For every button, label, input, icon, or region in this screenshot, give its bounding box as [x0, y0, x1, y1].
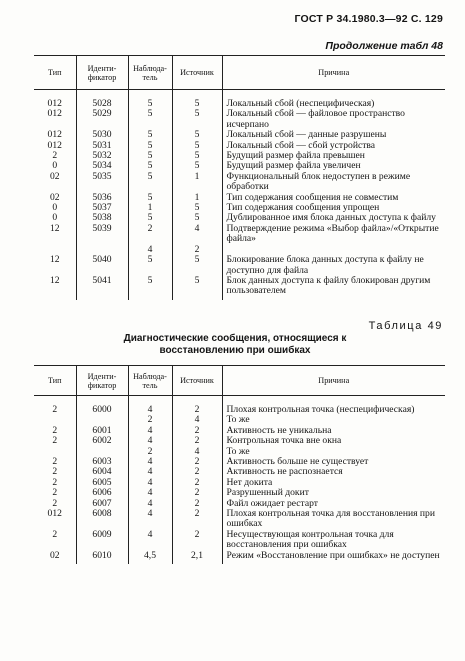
table-row [34, 530, 445, 551]
col-header-identifier: Иденти-фикатор [76, 366, 128, 396]
table-row [34, 224, 445, 245]
cell-type: 012 [47, 139, 62, 151]
cell-type: 02 [49, 170, 60, 182]
cell-source: 2 [172, 530, 222, 551]
cell-type: 2 [52, 404, 58, 415]
cell-observer: 2 [128, 447, 172, 457]
cell-reason: Тип содержания сообщения не совместим [222, 193, 445, 203]
cell-reason: Будущий размер файла увеличен [222, 161, 445, 171]
cell-observer: 4,5 [128, 551, 172, 564]
cell-reason: Режим «Восстановление при ошибках» не доступен [222, 551, 445, 564]
cell-source: 2 [172, 499, 222, 509]
cell-identifier: 5038 [76, 213, 128, 223]
table-continuation-note: Продолжение табл 48 [325, 40, 443, 52]
cell-observer: 4 [128, 426, 172, 436]
col-header-source: Источник [172, 56, 222, 90]
cell-source: 2 [172, 488, 222, 498]
col-header-type: Тип [34, 56, 76, 90]
cell-observer: 5 [128, 161, 172, 171]
cell-observer: 4 [128, 499, 172, 509]
cell-identifier: 5034 [76, 161, 128, 171]
cell-observer: 4 [128, 245, 172, 255]
cell-observer: 5 [128, 276, 172, 300]
table-row [34, 396, 445, 416]
cell-reason: Будущий размер файла превышен [222, 151, 445, 161]
cell-type: 2 [52, 456, 58, 468]
cell-reason: Тип содержания сообщения упрощен [222, 203, 445, 213]
table-49 [34, 365, 445, 564]
cell-type: 012 [47, 98, 62, 109]
cell-reason: Дублированное имя блока данных доступа к файлу [222, 213, 445, 223]
table-row [34, 551, 445, 564]
cell-identifier: 6003 [76, 457, 128, 467]
cell-source: 2 [172, 245, 222, 255]
cell-identifier: 6004 [76, 467, 128, 477]
table-row [34, 109, 445, 130]
cell-identifier: 5032 [76, 151, 128, 161]
cell-observer: 5 [128, 141, 172, 151]
cell-identifier: 5039 [76, 224, 128, 245]
cell-observer: 4 [128, 478, 172, 488]
cell-source: 2 [172, 426, 222, 436]
cell-identifier: 5037 [76, 203, 128, 213]
cell-type: 2 [52, 476, 58, 488]
cell-source: 4 [172, 447, 222, 457]
cell-reason: То же [222, 447, 445, 457]
table-48-header-row [34, 56, 445, 90]
cell-identifier: 5035 [76, 172, 128, 193]
table-49-body [34, 396, 445, 565]
cell-reason: Подтверждение режима «Выбор файла»/«Открытие файла» [222, 224, 445, 245]
col-header-identifier: Иденти-фикатор [76, 56, 128, 90]
table-48 [34, 55, 445, 300]
cell-type: 02 [49, 549, 60, 561]
cell-reason: Блок данных доступа к файлу блокирован другим пользователем [222, 276, 445, 300]
cell-observer: 5 [128, 151, 172, 161]
cell-observer: 5 [128, 172, 172, 193]
cell-type: 0 [52, 160, 58, 172]
cell-observer: 5 [128, 109, 172, 130]
cell-reason: Несуществующая контрольная точка для восстановления при ошибках [222, 530, 445, 551]
cell-observer: 4 [128, 396, 172, 416]
cell-reason: Плохая контрольная точка (неспецифическая) [222, 396, 445, 416]
cell-type: 2 [52, 497, 58, 509]
col-header-observer: Наблюда-тель [128, 366, 172, 396]
col-header-observer: Наблюда-тель [128, 56, 172, 90]
cell-source: 5 [172, 213, 222, 223]
table-49-header-row [34, 366, 445, 396]
cell-identifier: 5040 [76, 255, 128, 276]
cell-source: 5 [172, 203, 222, 213]
table-row [34, 509, 445, 530]
cell-observer: 5 [128, 130, 172, 140]
col-header-reason: Причина [222, 56, 445, 90]
cell-type: 12 [49, 274, 60, 286]
table-49-label: Таблица 49 [368, 320, 443, 332]
cell-reason: Файл ожидает рестарт [222, 499, 445, 509]
cell-type: 12 [49, 222, 60, 234]
cell-reason: Блокирование блока данных доступа к файлу не доступно для файла [222, 255, 445, 276]
cell-source: 1 [172, 193, 222, 203]
cell-observer: 2 [128, 415, 172, 425]
cell-source: 5 [172, 109, 222, 130]
cell-identifier: 5041 [76, 276, 128, 300]
table-row [34, 172, 445, 193]
cell-observer: 4 [128, 436, 172, 446]
table-row [34, 276, 445, 300]
cell-reason: То же [222, 415, 445, 425]
cell-observer: 2 [128, 224, 172, 245]
cell-source: 1 [172, 172, 222, 193]
cell-identifier: 6008 [76, 509, 128, 530]
cell-type: 012 [47, 508, 62, 520]
table-row [34, 255, 445, 276]
table-49-caption: Диагностические сообщения, относящиеся к восстановлению при ошибках [123, 333, 347, 356]
cell-identifier: 5028 [76, 90, 128, 110]
table-48-body [34, 90, 445, 300]
cell-observer: 5 [128, 255, 172, 276]
cell-identifier: 6002 [76, 436, 128, 446]
cell-observer: 5 [128, 193, 172, 203]
cell-identifier: 5030 [76, 130, 128, 140]
cell-reason: Плохая контрольная точка для восстановления при ошибках [222, 509, 445, 530]
cell-reason: Активность не распознается [222, 467, 445, 477]
page-header: ГОСТ Р 34.1980.3—92 С. 129 [294, 13, 443, 25]
cell-source: 5 [172, 161, 222, 171]
cell-reason: Локальный сбой — данные разрушены [222, 130, 445, 140]
cell-type: 02 [49, 191, 60, 203]
cell-identifier: 6001 [76, 426, 128, 436]
cell-observer: 4 [128, 467, 172, 477]
cell-source: 5 [172, 90, 222, 110]
cell-identifier: 6007 [76, 499, 128, 509]
col-header-type: Тип [34, 366, 76, 396]
cell-reason: Нет докита [222, 478, 445, 488]
cell-type: 0 [52, 202, 58, 214]
col-header-source: Источник [172, 366, 222, 396]
cell-source: 2 [172, 436, 222, 446]
cell-type: 2 [52, 466, 58, 478]
cell-identifier: 6000 [76, 396, 128, 416]
cell-source: 5 [172, 276, 222, 300]
cell-reason: Контрольная точка вне окна [222, 436, 445, 446]
cell-type: 0 [52, 212, 58, 224]
cell-source: 4 [172, 415, 222, 425]
cell-source: 5 [172, 151, 222, 161]
cell-source: 2 [172, 478, 222, 488]
cell-reason: Функциональный блок недоступен в режиме обработки [222, 172, 445, 193]
cell-source: 2 [172, 509, 222, 530]
cell-identifier: 5036 [76, 193, 128, 203]
cell-source: 2 [172, 396, 222, 416]
cell-type: 2 [52, 528, 58, 540]
cell-type: 2 [52, 435, 58, 447]
cell-source: 2 [172, 457, 222, 467]
cell-identifier: 6009 [76, 530, 128, 551]
cell-reason: Локальный сбой (неспецифическая) [222, 90, 445, 110]
cell-reason: Активность не уникальна [222, 426, 445, 436]
cell-reason: Локальный сбой — сбой устройства [222, 141, 445, 151]
cell-type: 012 [47, 129, 62, 141]
cell-identifier: 6005 [76, 478, 128, 488]
cell-observer: 4 [128, 488, 172, 498]
cell-observer: 4 [128, 457, 172, 467]
cell-type: 2 [52, 487, 58, 499]
cell-reason: Локальный сбой — файловое пространство исчерпано [222, 109, 445, 130]
cell-source: 2 [172, 467, 222, 477]
cell-identifier: 6010 [76, 551, 128, 564]
cell-identifier: 6006 [76, 488, 128, 498]
cell-reason: Активность больше не существует [222, 457, 445, 467]
cell-observer: 5 [128, 213, 172, 223]
cell-source: 4 [172, 224, 222, 245]
cell-source: 2,1 [172, 551, 222, 564]
cell-observer: 5 [128, 90, 172, 110]
cell-identifier: 5029 [76, 109, 128, 130]
cell-observer: 1 [128, 203, 172, 213]
cell-type: 12 [49, 254, 60, 266]
cell-observer: 4 [128, 530, 172, 551]
cell-type: 2 [52, 150, 58, 162]
cell-source: 5 [172, 130, 222, 140]
cell-identifier: 5031 [76, 141, 128, 151]
cell-reason: Разрушенный докит [222, 488, 445, 498]
cell-source: 5 [172, 141, 222, 151]
cell-type: 2 [52, 424, 58, 436]
cell-type: 012 [47, 108, 62, 120]
table-row [34, 90, 445, 110]
cell-observer: 4 [128, 509, 172, 530]
cell-source: 5 [172, 255, 222, 276]
col-header-reason: Причина [222, 366, 445, 396]
